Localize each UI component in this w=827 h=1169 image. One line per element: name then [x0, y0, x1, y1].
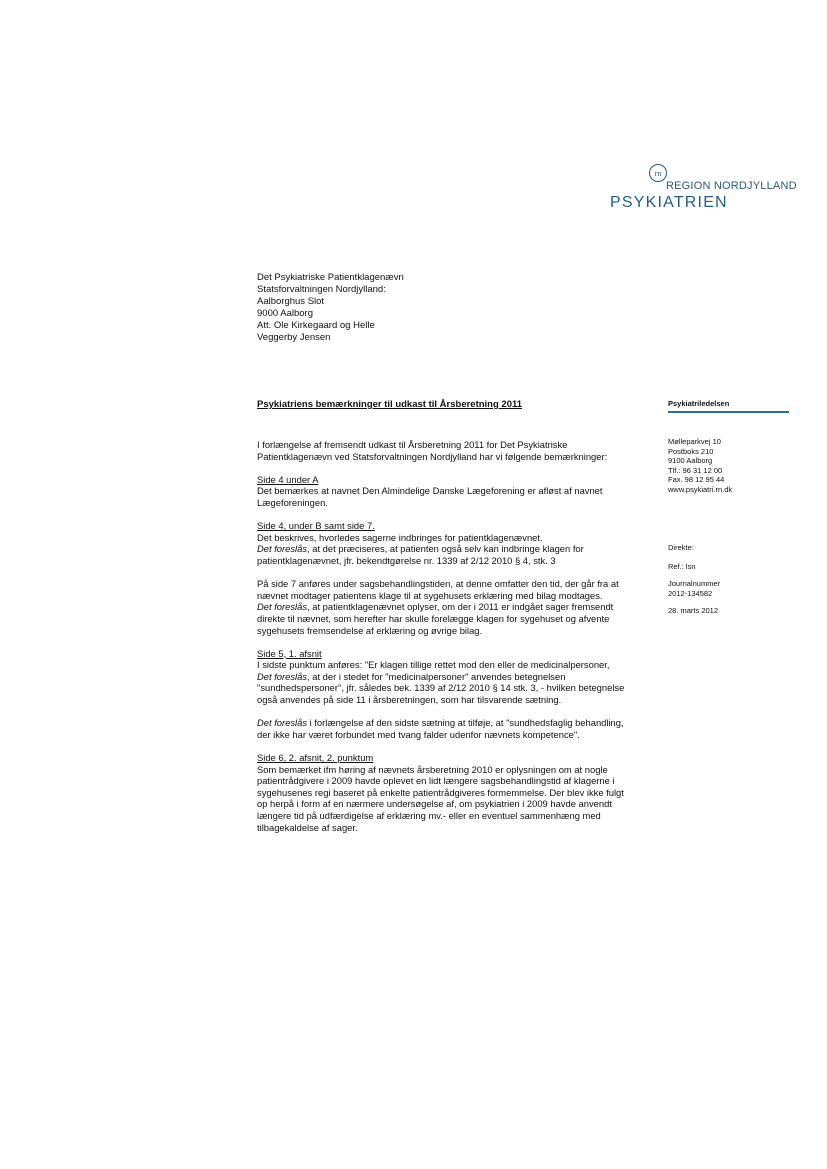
region-emblem-icon [648, 163, 668, 183]
address-line: Att. Ole Kirkegaard og Helle [257, 320, 375, 331]
proposal-lead: Det foreslås [257, 601, 308, 613]
direkte-label: Direkte: [668, 543, 694, 552]
intro-paragraph: I forlængelse af fremsendt udkast til Årsberetning 2011 for Det Psykiatriske Patientklagenævn ved Statsforvaltningen Nordjylland har vi følgende bemærkninger: [257, 439, 608, 462]
proposal-lead: Det foreslås [257, 717, 308, 729]
svg-text:rn: rn [654, 169, 662, 178]
section-heading: Side 4 under A [257, 473, 319, 485]
section-paragraph: Det bemærkes at navnet Den Almindelige Danske Lægeforening er afløst af navnet Lægeforeningen. [257, 485, 603, 508]
region-logo [608, 160, 798, 220]
address-line: Statsforvaltningen Nordjylland: [257, 284, 386, 295]
address-line: Det Psykiatriske Patientklagenævn [257, 272, 404, 283]
sender-contact [668, 437, 732, 494]
proposal-lead: Det foreslås [257, 543, 308, 555]
section-paragraph: Det beskrives, hvorledes sagerne indbringes for patientklagenævnet. [257, 531, 543, 543]
contact-line: Tlf.: 96 31 12 00 [668, 465, 723, 475]
proposal-paragraph [257, 543, 627, 566]
sidebar-divider [668, 411, 789, 413]
reference: Ref.: lsn [668, 561, 696, 571]
section-paragraph: I sidste punktum anføres: "Er klagen tillige rettet mod den eller de medicinalpersoner, [257, 659, 610, 671]
proposal-paragraph [257, 717, 627, 740]
letter-meta [668, 543, 720, 616]
proposal-paragraph [257, 671, 627, 706]
section-paragraph: På side 7 anføres under sagsbehandlingstiden, at denne omfatter den tid, der går fra at nævnet modtager patientens klage til at sygehusets erklæring med bilag modtages. [257, 578, 619, 601]
journal-number: 2012-134582 [668, 588, 713, 598]
journal-label: Journalnummer [668, 579, 721, 588]
section-heading: Side 6, 2. afsnit, 2. punktum [257, 752, 374, 764]
proposal-paragraph [257, 601, 627, 636]
address-line: Aalborghus Slot [257, 296, 325, 307]
proposal-lead: Det foreslås [257, 670, 308, 682]
proposal-text: , at patientklagenævnet oplyser, om der i 2011 er indgået sager fremsendt direkte til nævnet, som herefter har skulle forelægge klagen for sygehuset og afvente sygehusets fremsendelse af erklæring og øvrige bilag. [257, 601, 614, 636]
section-heading: Side 5, 1. afsnit [257, 647, 322, 659]
letter-subject: Psykiatriens bemærkninger til udkast til Årsberetning 2011 [257, 399, 523, 410]
proposal-text: , at der i stedet for "medicinalpersoner" anvendes betegnelsen "sundhedspersoner", jfr. således bek. 1339 af 2/12 2010 § 14 stk. 3, - hvilken betegnelse også anvendes på side 11 i årsberetningen, som har tilsvarende sætning. [257, 670, 625, 706]
letter-date: 28. marts 2012 [668, 606, 719, 615]
logo-division-text: PSYKIATRIEN [610, 194, 728, 211]
contact-line: www.psykiatri.rn.dk [668, 484, 733, 494]
logo-region-text: REGION NORDJYLLAND [666, 180, 797, 192]
contact-line: Mølleparkvej 10 [668, 437, 721, 446]
proposal-text: , at det præciseres, at patienten også selv kan indbringe klagen for patientklagenævnet, jfr. bekendtgørelse nr. 1339 af 2/12 2010 § 4, stk. 3 [257, 543, 584, 566]
section-heading: Side 4, under B samt side 7. [257, 520, 375, 532]
sidebar-title: Psykiatriledelsen [668, 399, 730, 408]
address-line: Veggerby Jensen [257, 332, 331, 343]
recipient-address [257, 272, 404, 344]
section-paragraph: Som bemærket ifm høring af nævnets årsberetning 2010 er oplysningen om at nogle patientrådgivere i 2009 havde oplevet en lidt længere sagsbehandlingstid af klagerne i sygehusenes regi baseret på enkelte patientrådgiveres formemmelse. Der blev ikke fulgt op herpå i form af en nærmere undersøgelse af, om psykiatrien i 2009 havde anvendt længere tid på udfærdigelse af erklæring mv.- eller en eventuel sammenhæng med tilbagekaldelse af sager. [257, 763, 624, 833]
address-line: 9000 Aalborg [257, 308, 313, 319]
letter-body [257, 439, 627, 833]
contact-line: 9100 Aalborg [668, 456, 713, 465]
proposal-text: i forlængelse af den sidste sætning at tilføje, at "sundhedsfaglig behandling, der ikke har været forbundet med tvang falder udenfor nævnets kompetence". [257, 717, 624, 740]
contact-line: Postboks 210 [668, 446, 714, 456]
contact-line: Fax. 98 12 95 44 [668, 475, 725, 484]
